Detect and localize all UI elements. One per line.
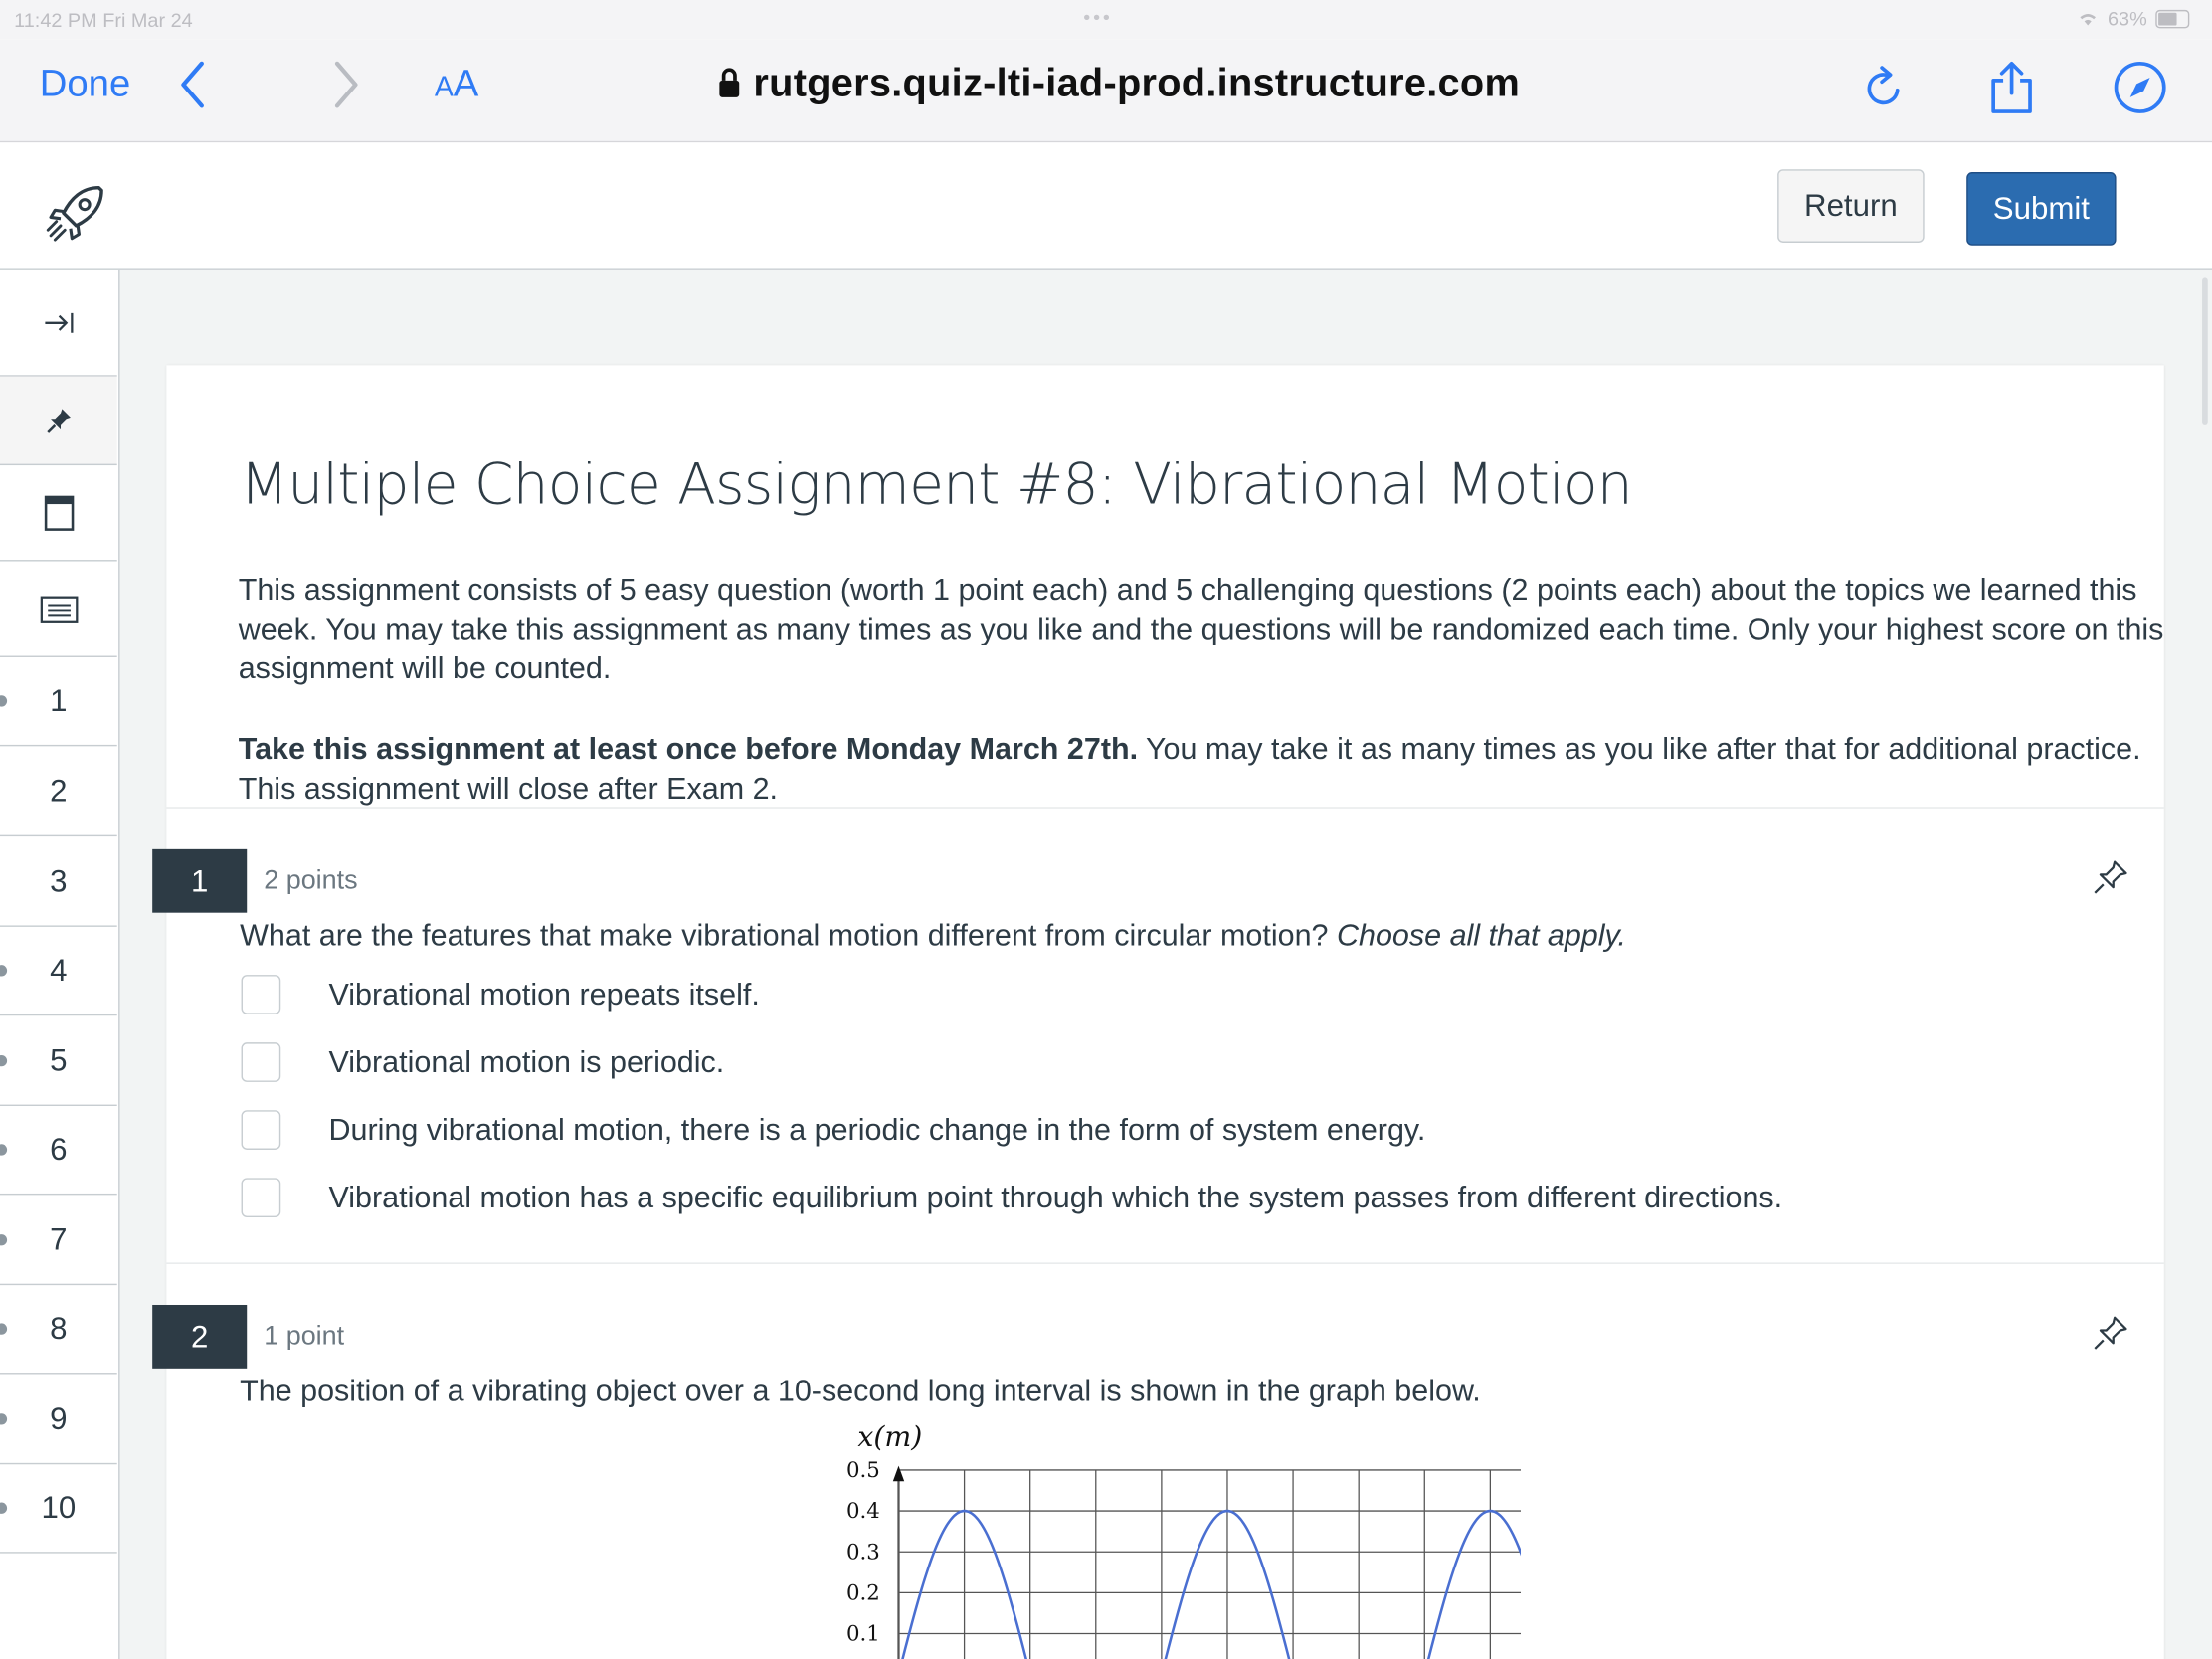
- answer-option[interactable]: [242, 1042, 725, 1082]
- lock-icon: [717, 67, 743, 100]
- deadline-bold: Take this assignment at least once before Monday March 27th.: [238, 732, 1139, 767]
- answer-label: During vibrational motion, there is a periodic change in the form of system energy.: [328, 1112, 1426, 1147]
- answered-dot: [0, 1503, 7, 1514]
- sidebar-question-4[interactable]: [0, 927, 117, 1015]
- question-instruction: Choose all that apply.: [1336, 918, 1627, 953]
- question-number: 10: [41, 1489, 77, 1526]
- battery-icon: [2155, 9, 2189, 27]
- return-button[interactable]: Return: [1777, 169, 1925, 243]
- question-text: The position of a vibrating object over a 10-second long interval is shown in the graph below.: [240, 1374, 1481, 1408]
- y-tick-label: 0.4: [846, 1499, 880, 1525]
- battery-indicator: [2077, 7, 2190, 30]
- question-number: 9: [50, 1399, 68, 1436]
- question-text: [240, 918, 1626, 953]
- sidebar-question-7[interactable]: [0, 1195, 117, 1285]
- answer-option[interactable]: [242, 975, 760, 1014]
- answer-option[interactable]: [242, 1178, 1783, 1217]
- y-tick-label: 0.2: [846, 1580, 880, 1606]
- divider: [166, 807, 2163, 808]
- answered-dot: [0, 1412, 7, 1423]
- answer-label: Vibrational motion is periodic.: [328, 1044, 725, 1079]
- rocket-icon: [43, 179, 110, 247]
- submit-button[interactable]: Submit: [1966, 172, 2116, 246]
- y-axis-label: x(m): [857, 1419, 923, 1453]
- question-stem: What are the features that make vibrational motion different from circular motion?: [240, 918, 1337, 953]
- question-sidebar: [0, 270, 120, 1659]
- question-points: 1 point: [264, 1322, 345, 1352]
- status-time: 11:42 PM Fri Mar 24: [14, 8, 193, 32]
- answered-dot: [0, 695, 7, 706]
- question-number-badge: 2: [152, 1305, 247, 1369]
- sidebar-question-5[interactable]: [0, 1015, 117, 1106]
- share-icon[interactable]: [1983, 60, 2040, 116]
- text-size-small-a: A: [434, 72, 454, 103]
- question-number-badge: 1: [152, 849, 247, 913]
- answered-dot: [0, 1054, 7, 1065]
- text-size-button[interactable]: [435, 62, 478, 105]
- notes-icon: [39, 595, 79, 623]
- assignment-card: [166, 365, 2163, 1659]
- browser-toolbar: [0, 40, 2212, 143]
- pin-question-icon[interactable]: [2091, 857, 2130, 897]
- answered-dot: [0, 1233, 7, 1244]
- page-title: Multiple Choice Assignment #8: Vibrational Motion: [240, 453, 1632, 518]
- status-bar: [0, 0, 2212, 40]
- battery-percent: 63%: [2107, 7, 2147, 30]
- address-bar[interactable]: [717, 61, 1521, 105]
- sidebar-question-8[interactable]: [0, 1285, 117, 1374]
- pin-icon: [45, 406, 73, 434]
- sidebar-question-3[interactable]: [0, 836, 117, 927]
- position-curve: [899, 1511, 1522, 1659]
- wifi-icon: [2077, 10, 2100, 27]
- text-size-large-a: A: [453, 62, 479, 104]
- sidebar-question-10[interactable]: [0, 1464, 117, 1553]
- answered-dot: [0, 1323, 7, 1334]
- sidebar-question-9[interactable]: [0, 1374, 117, 1464]
- question-number: 8: [50, 1310, 68, 1347]
- pin-question-icon[interactable]: [2091, 1314, 2130, 1354]
- multitasking-dots[interactable]: •••: [1083, 5, 1113, 29]
- answered-dot: [0, 1144, 7, 1155]
- answer-checkbox[interactable]: [242, 1110, 281, 1150]
- sidebar-question-6[interactable]: [0, 1106, 117, 1195]
- main-content[interactable]: [120, 270, 2212, 1659]
- sidebar-calculator[interactable]: [0, 465, 117, 561]
- sidebar-notes[interactable]: [0, 562, 117, 657]
- question-number: 7: [50, 1220, 68, 1257]
- sidebar-question-1[interactable]: [0, 657, 117, 746]
- divider: [166, 1262, 2163, 1263]
- assignment-deadline: [239, 729, 2168, 808]
- question-points: 2 points: [264, 865, 358, 896]
- y-tick-label: 0.5: [846, 1458, 880, 1484]
- question-number: 3: [50, 862, 68, 898]
- answer-label: Vibrational motion repeats itself.: [328, 977, 760, 1012]
- answer-option[interactable]: [242, 1110, 1426, 1150]
- sidebar-collapse-toggle[interactable]: [0, 270, 117, 377]
- deadline-rest: You may take it as many times as you like after that for additional practice. This assignment will close after Exam 2.: [238, 732, 2141, 806]
- forward-chevron-icon[interactable]: [330, 57, 364, 113]
- done-button[interactable]: Done: [39, 62, 131, 104]
- scrollbar-thumb[interactable]: [2202, 277, 2208, 425]
- back-chevron-icon[interactable]: [175, 57, 209, 113]
- y-axis-arrow: [893, 1466, 904, 1482]
- assignment-description: This assignment consists of 5 easy question (worth 1 point each) and 5 challenging questions (2 points each) about the topics we learned this week. You may take this assignment as many times as you like and the questions will be randomized each time. Only your highest score on this assignment will be counted.: [238, 572, 2164, 686]
- sidebar-pinned[interactable]: [0, 377, 117, 465]
- question-number: 1: [50, 682, 68, 718]
- question-number: 4: [50, 952, 68, 988]
- question-number: 5: [50, 1041, 68, 1077]
- answered-dot: [0, 965, 7, 976]
- answer-checkbox[interactable]: [242, 975, 281, 1014]
- position-time-graph: [787, 1409, 1521, 1659]
- y-tick-label: 0.1: [846, 1621, 880, 1647]
- question-number: 6: [50, 1131, 68, 1167]
- reload-icon[interactable]: [1857, 60, 1914, 116]
- answer-checkbox[interactable]: [242, 1178, 281, 1217]
- compass-icon[interactable]: [2112, 60, 2168, 116]
- sidebar-question-2[interactable]: [0, 746, 117, 836]
- y-tick-label: 0.3: [846, 1540, 880, 1566]
- answer-checkbox[interactable]: [242, 1042, 281, 1082]
- url-text: rutgers.quiz-lti-iad-prod.instructure.com: [753, 60, 1521, 104]
- answer-label: Vibrational motion has a specific equilibrium point through which the system passes from different directions.: [328, 1180, 1783, 1214]
- question-number: 2: [50, 772, 68, 809]
- arrow-to-right-icon: [42, 308, 76, 336]
- calculator-icon: [43, 494, 74, 531]
- quiz-header: [0, 142, 2212, 270]
